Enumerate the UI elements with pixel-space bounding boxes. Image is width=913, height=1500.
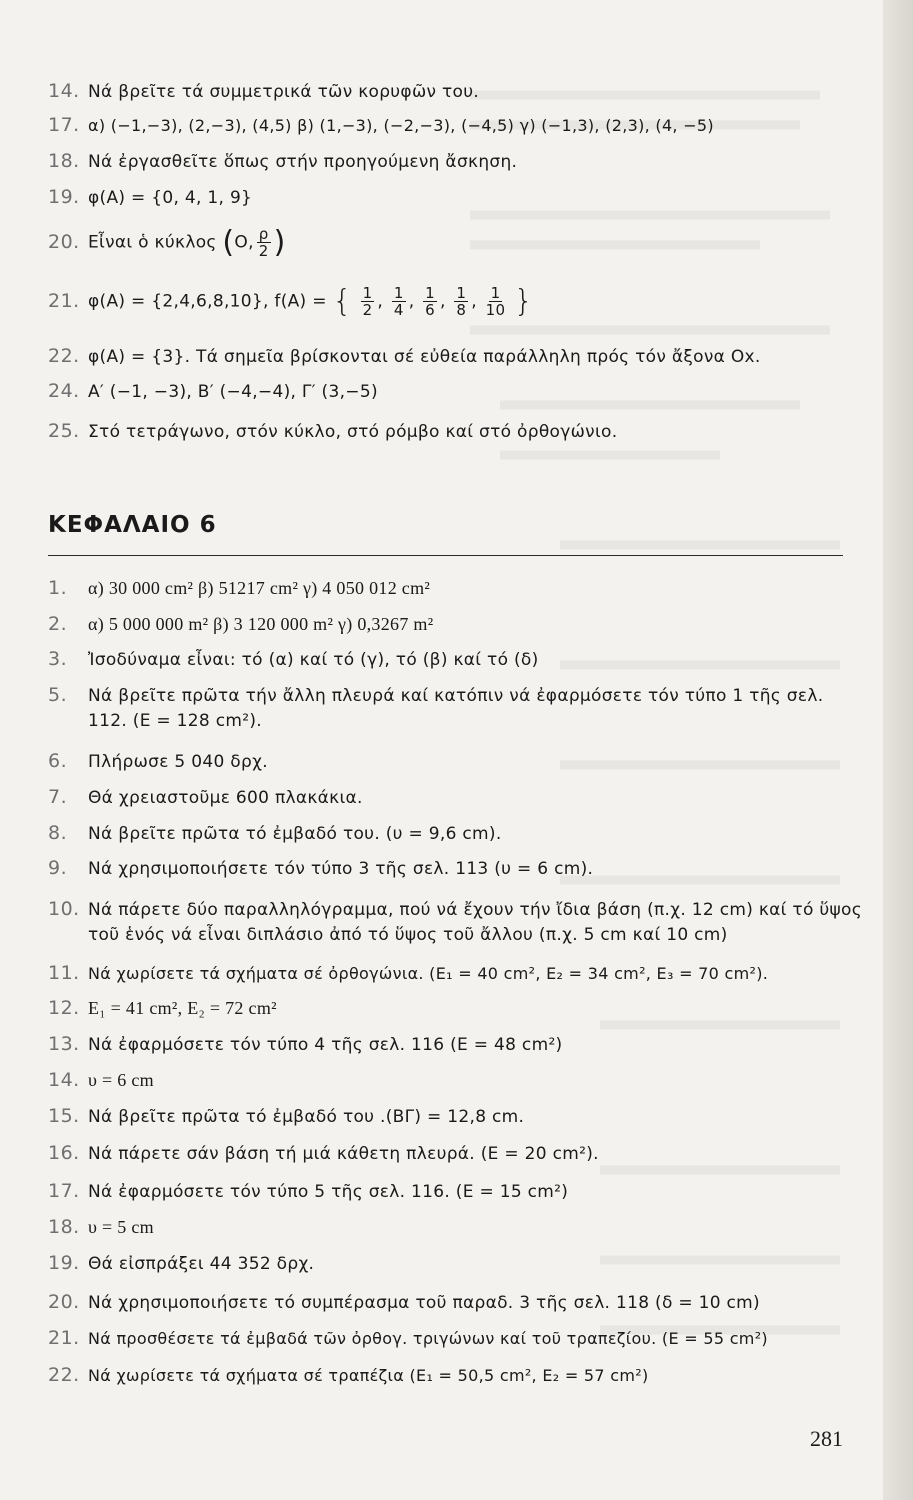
answer-text: Νά χρησιμοποιήσετε τό συμπέρασμα τοῦ παραδ. 3 τῆς σελ. 118 (δ = 10 cm) (88, 1293, 760, 1313)
fraction-numerator: ρ (258, 225, 269, 243)
answer-number: 2. (48, 613, 68, 635)
answer-text: Θά χρειαστοῦμε 600 πλακάκια. (88, 788, 363, 808)
answer-number: 9. (48, 857, 68, 879)
answer-text-part: Εἶναι ὁ κύκλος (88, 232, 217, 253)
answer-row (48, 648, 863, 670)
answer-row (48, 1180, 863, 1202)
answer-row (48, 1069, 863, 1091)
answer-number: 17. (48, 114, 80, 136)
answer-number: 19. (48, 186, 80, 208)
answer-text: Στό τετράγωνο, στόν κύκλο, στό ρόμβο καί στό ὀρθογώνιο. (88, 422, 618, 442)
answer-number: 15. (48, 1105, 80, 1127)
answer-row (48, 997, 863, 1019)
answer-text: E₁ = 41 cm², E₂ = 72 cm² (88, 998, 277, 1018)
fraction-denominator: 8 (456, 301, 467, 319)
answer-number: 20. (48, 230, 80, 253)
page-number: 281 (810, 1426, 843, 1451)
answer-number: 24. (48, 380, 80, 402)
fraction-denominator: 2 (258, 242, 269, 260)
fraction-numerator: 1 (425, 284, 435, 302)
answer-row (48, 898, 863, 948)
fraction-numerator: 1 (362, 284, 373, 302)
fraction (392, 285, 406, 318)
answer-text: Νά βρεῖτε πρῶτα τό ἐμβαδό του. (υ = 9,6 cm). (88, 824, 502, 844)
answer-row (48, 114, 863, 136)
answer-text: Πλήρωσε 5 040 δρχ. (88, 752, 268, 772)
answer-number: 19. (48, 1252, 80, 1274)
answer-text: Νά ἐφαρμόσετε τόν τύπο 4 τῆς σελ. 116 (E = 48 cm²) (88, 1035, 563, 1055)
close-brace: } (514, 284, 534, 319)
fraction (454, 285, 468, 318)
answer-row (48, 1252, 863, 1274)
answer-row (48, 80, 863, 102)
answer-number: 18. (48, 150, 80, 172)
answer-text: α) 30 000 cm² β) 51217 cm² γ) 4 050 012 cm² (88, 578, 431, 598)
answer-number: 25. (48, 420, 80, 442)
answer-row (48, 1291, 863, 1313)
answer-number: 16. (48, 1142, 80, 1164)
answer-number: 14. (48, 80, 80, 102)
answer-number: 22. (48, 1364, 80, 1386)
answer-text: Νά πάρετε δύο παραλληλόγραμμα, πού νά ἔχουν τήν ἴδια βάση (π.χ. 12 cm) καί τό ὕψος τοῦ ἑνός νά εἶναι διπλάσιο ἀπό τό ὕψος τοῦ ἄλλου (π.χ. 5 cm καί 10 cm) (88, 900, 863, 945)
open-brace: { (332, 284, 352, 319)
answer-number: 11. (48, 962, 80, 984)
fraction (486, 285, 506, 318)
fraction (361, 285, 375, 318)
answer-number: 5. (48, 684, 68, 706)
answer-row (48, 822, 863, 844)
answer-row (48, 1033, 863, 1055)
answer-number: 7. (48, 786, 68, 808)
answer-number: 8. (48, 822, 68, 844)
answer-row (48, 962, 863, 984)
answer-text: Ἰσοδύναμα εἶναι: τό (α) καί τό (γ), τό (β) καί τό (δ) (88, 650, 539, 670)
answer-text: α) 5 000 000 m² β) 3 120 000 m² γ) 0,3267 m² (88, 614, 434, 634)
answer-row (48, 1216, 863, 1238)
answer-text (88, 225, 286, 260)
answer-row (48, 380, 863, 402)
chapter-rule (48, 555, 843, 556)
answer-row (48, 186, 863, 208)
answer-row (48, 786, 863, 808)
open-paren: ( (222, 225, 235, 260)
answer-text: υ = 6 cm (88, 1070, 154, 1090)
answer-text: φ(A) = {3}. Τά σημεῖα βρίσκονται σέ εὐθεία παράλληλη πρός τόν ἄξονα Ox. (88, 347, 761, 367)
chapter-heading: ΚΕΦΑΛΑΙΟ 6 (48, 512, 217, 538)
fraction (423, 285, 437, 318)
answer-text-part: φ(A) = {2,4,6,8,10}, f(A) = (88, 291, 327, 312)
fraction-denominator: 6 (425, 301, 435, 319)
answer-row (48, 1364, 863, 1386)
answer-text: Νά χρησιμοποιήσετε τόν τύπο 3 τῆς σελ. 113 (υ = 6 cm). (88, 859, 594, 879)
answer-number: 6. (48, 750, 68, 772)
fraction-denominator: 4 (393, 301, 404, 319)
answer-row (48, 345, 863, 367)
answer-number: 1. (48, 577, 68, 599)
answer-text: α) (−1,−3), (2,−3), (4,5) β) (1,−3), (−2,−3), (−4,5) γ) (−1,3), (2,3), (4, −5) (88, 116, 714, 135)
answer-text: Νά προσθέσετε τά ἐμβαδά τῶν ὀρθογ. τριγώνων καί τοῦ τραπεζίου. (E = 55 cm²) (88, 1329, 768, 1348)
answer-text-part: O, (234, 232, 254, 253)
fraction-denominator: 2 (362, 301, 373, 319)
answer-text: Νά χωρίσετε τά σχήματα σέ τραπέζια (E₁ = 50,5 cm², E₂ = 57 cm²) (88, 1366, 649, 1385)
answer-text: υ = 5 cm (88, 1217, 154, 1237)
answer-row (48, 150, 863, 172)
answer-row (48, 1105, 863, 1127)
fraction-numerator: 1 (456, 284, 467, 302)
close-paren: ) (273, 225, 286, 260)
answer-number: 22. (48, 345, 80, 367)
answer-row (48, 284, 863, 319)
answer-number: 17. (48, 1180, 80, 1202)
answer-row (48, 1142, 863, 1164)
answer-row (48, 684, 863, 734)
answer-row (48, 577, 863, 599)
answer-text: A′ (−1, −3), B′ (−4,−4), Γ′ (3,−5) (88, 382, 378, 402)
answer-number: 13. (48, 1033, 80, 1055)
answer-text: Νά πάρετε σάν βάση τή μιά κάθετη πλευρά. (E = 20 cm²). (88, 1144, 599, 1164)
page-edge-shadow (883, 0, 913, 1500)
answer-number: 18. (48, 1216, 80, 1238)
fraction-numerator: 1 (490, 284, 501, 302)
answer-text: φ(A) = {2,4,6,8,10}, f(A) = { $\frac{1}{2}$ , $\frac{1}{4}$ , $\frac{1}{6}$ , $\frac{1}{8}$ , $\frac{1}{10}$ } (88, 284, 534, 319)
answer-number: 20. (48, 1291, 80, 1313)
answer-row (48, 420, 863, 442)
answer-number: 14. (48, 1069, 80, 1091)
answer-row (48, 857, 863, 879)
answer-row (48, 613, 863, 635)
answer-text: Νά ἐφαρμόσετε τόν τύπο 5 τῆς σελ. 116. (E = 15 cm²) (88, 1182, 569, 1202)
fraction (257, 226, 271, 259)
answer-row (48, 750, 863, 772)
answer-number: 12. (48, 997, 80, 1019)
answer-text: Νά βρεῖτε πρῶτα τήν ἄλλη πλευρά καί κατόπιν νά ἐφαρμόσετε τόν τύπο 1 τῆς σελ. 112. (E = 128 cm²). (88, 686, 824, 731)
fraction-numerator: 1 (393, 284, 404, 302)
answer-number: 21. (48, 1327, 80, 1349)
answer-number: 3. (48, 648, 68, 670)
fraction-denominator: 10 (485, 301, 506, 319)
answer-text: Θά εἰσπράξει 44 352 δρχ. (88, 1254, 315, 1274)
answer-text: Νά ἐργασθεῖτε ὅπως στήν προηγούμενη ἄσκηση. (88, 152, 518, 172)
answer-number: 21. (48, 289, 80, 312)
answer-row (48, 1327, 863, 1349)
answer-text: Νά χωρίσετε τά σχήματα σέ ὀρθογώνια. (E₁ = 40 cm², E₂ = 34 cm², E₃ = 70 cm²). (88, 964, 769, 983)
answer-number: 10. (48, 898, 80, 920)
answer-row (48, 225, 863, 260)
answer-text: Νά βρεῖτε πρῶτα τό ἐμβαδό του .(ΒΓ) = 12,8 cm. (88, 1107, 525, 1127)
answer-text: φ(A) = {0, 4, 1, 9} (88, 188, 253, 208)
answer-text: Νά βρεῖτε τά συμμετρικά τῶν κορυφῶν του. (88, 82, 480, 102)
